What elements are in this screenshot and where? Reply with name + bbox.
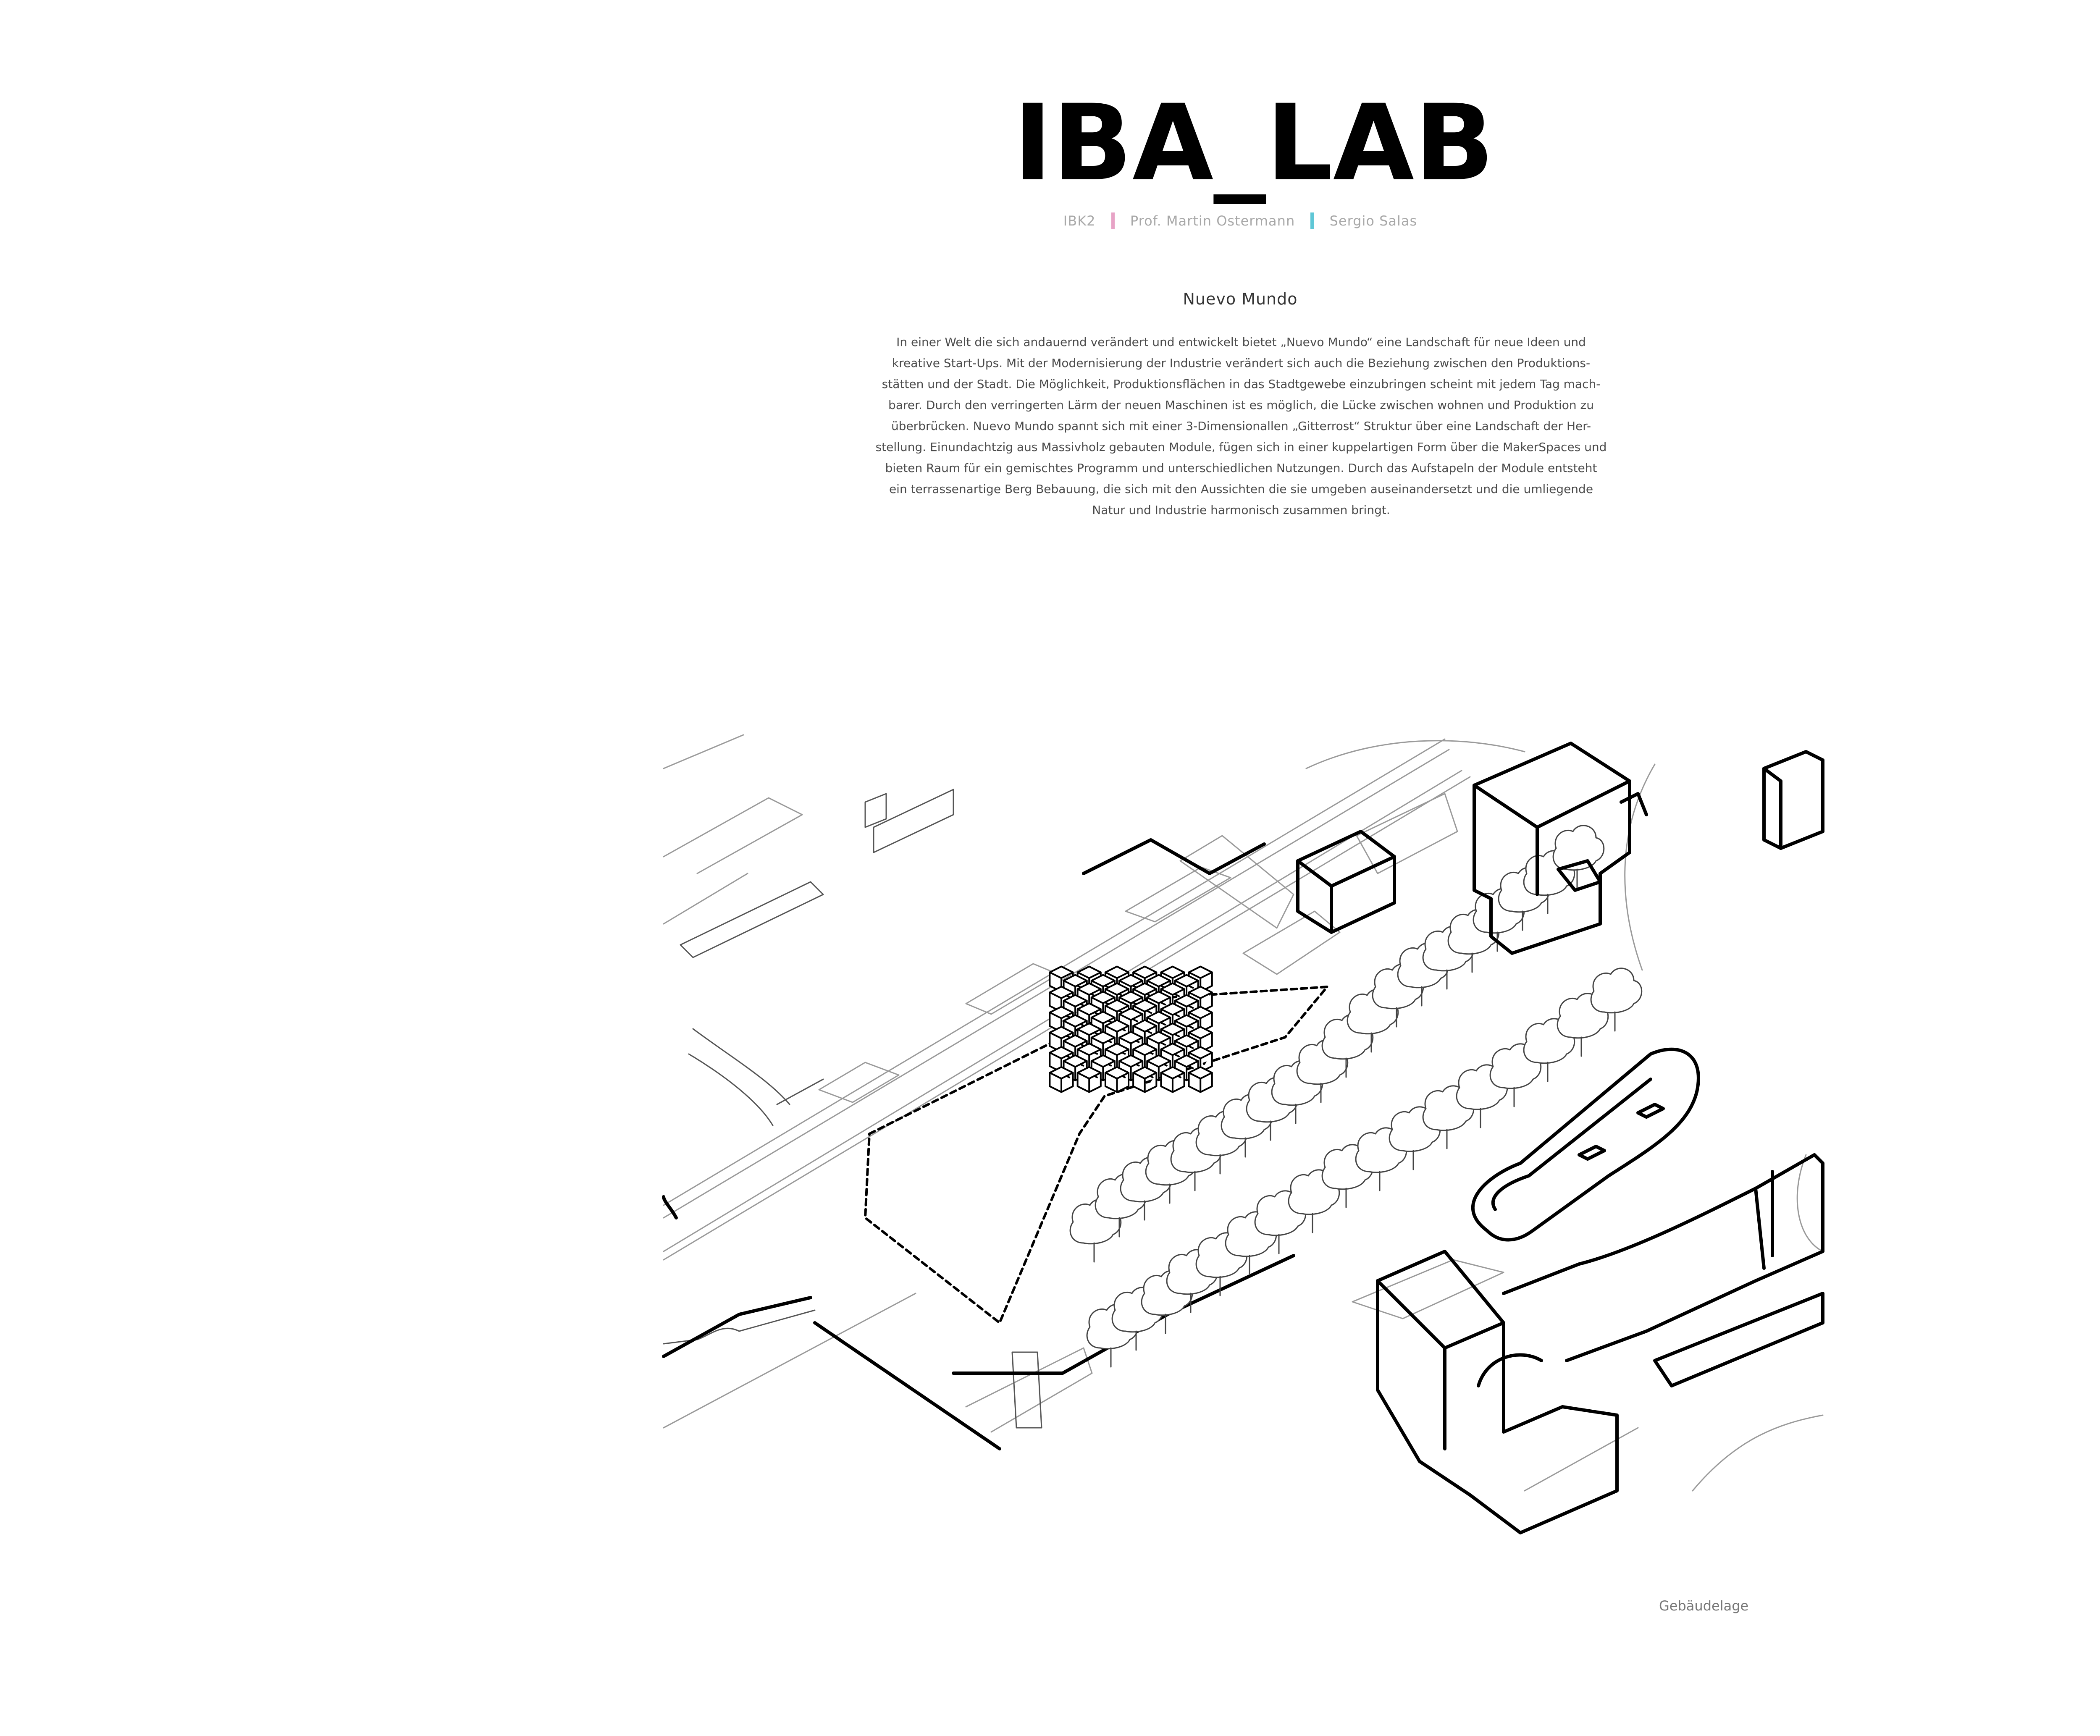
module-cube: [1078, 1067, 1101, 1092]
abstract-line: barer. Durch den verringerten Lärm der neuen Maschinen ist es möglich, die Lücke zwischen wohnen und Produktion zu: [888, 398, 1594, 412]
cyan-separator: [1310, 212, 1314, 229]
abstract-line: In einer Welt die sich andauernd verändert und entwickelt bietet „Nuevo Mundo“ eine Landschaft für neue Ideen und: [896, 335, 1586, 349]
professor-name: Prof. Martin Ostermann: [1130, 213, 1295, 229]
left-buildings: [664, 789, 1042, 1428]
abstract-line: stellung. Einundachtzig aus Massivholz gebauten Module, fügen sich in einer kuppelartigen Form über die MakerSpaces und: [875, 440, 1607, 454]
abstract-line: ein terrassenartige Berg Bebauung, die sich mit den Aussichten die sie umgeben auseinandersetzt und die umliegende: [889, 482, 1593, 496]
project-title: Nuevo Mundo: [1183, 290, 1298, 308]
project-abstract: [790, 332, 1693, 521]
abstract-line: bieten Raum für ein gemischtes Programm und unterschiedlichen Nutzungen. Durch das Aufstapeln der Module entsteht: [885, 461, 1597, 475]
module-pavilion: [1050, 967, 1212, 1092]
module-cube: [1133, 1067, 1156, 1092]
course-code: IBK2: [1063, 213, 1096, 229]
bottom-right-buildings: [1378, 1155, 1823, 1533]
svg-text:IBA_LAB: IBA_LAB: [1013, 82, 1494, 204]
module-cube: [1050, 1067, 1073, 1092]
abstract-line: überbrücken. Nuevo Mundo spannt sich mit einer 3-Dimensionallen „Gitterrost“ Struktur über eine Landschaft der Her-: [891, 419, 1591, 433]
iba-lab-logo: [1013, 82, 1494, 204]
abstract-line: kreative Start-Ups. Mit der Modernisierung der Industrie verändert sich auch die Beziehung zwischen den Produktions-: [892, 356, 1591, 370]
pink-separator: [1111, 212, 1115, 229]
abstract-line: Natur und Industrie harmonisch zusammen bringt.: [1092, 503, 1390, 517]
module-cube: [1161, 1067, 1184, 1092]
module-cube: [1189, 1067, 1212, 1092]
tree-row: [1070, 826, 1642, 1367]
credits-line: [0, 212, 2100, 229]
module-cube: [1105, 1067, 1129, 1092]
figure-caption: Gebäudelage: [1659, 1598, 1749, 1614]
abstract-line: stätten und der Stadt. Die Möglichkeit, Produktionsflächen in das Stadtgewebe einzubringen scheint mit jedem Tag mach-: [882, 377, 1601, 391]
axonometric-site-drawing: [664, 735, 1823, 1558]
student-name: Sergio Salas: [1329, 213, 1418, 229]
